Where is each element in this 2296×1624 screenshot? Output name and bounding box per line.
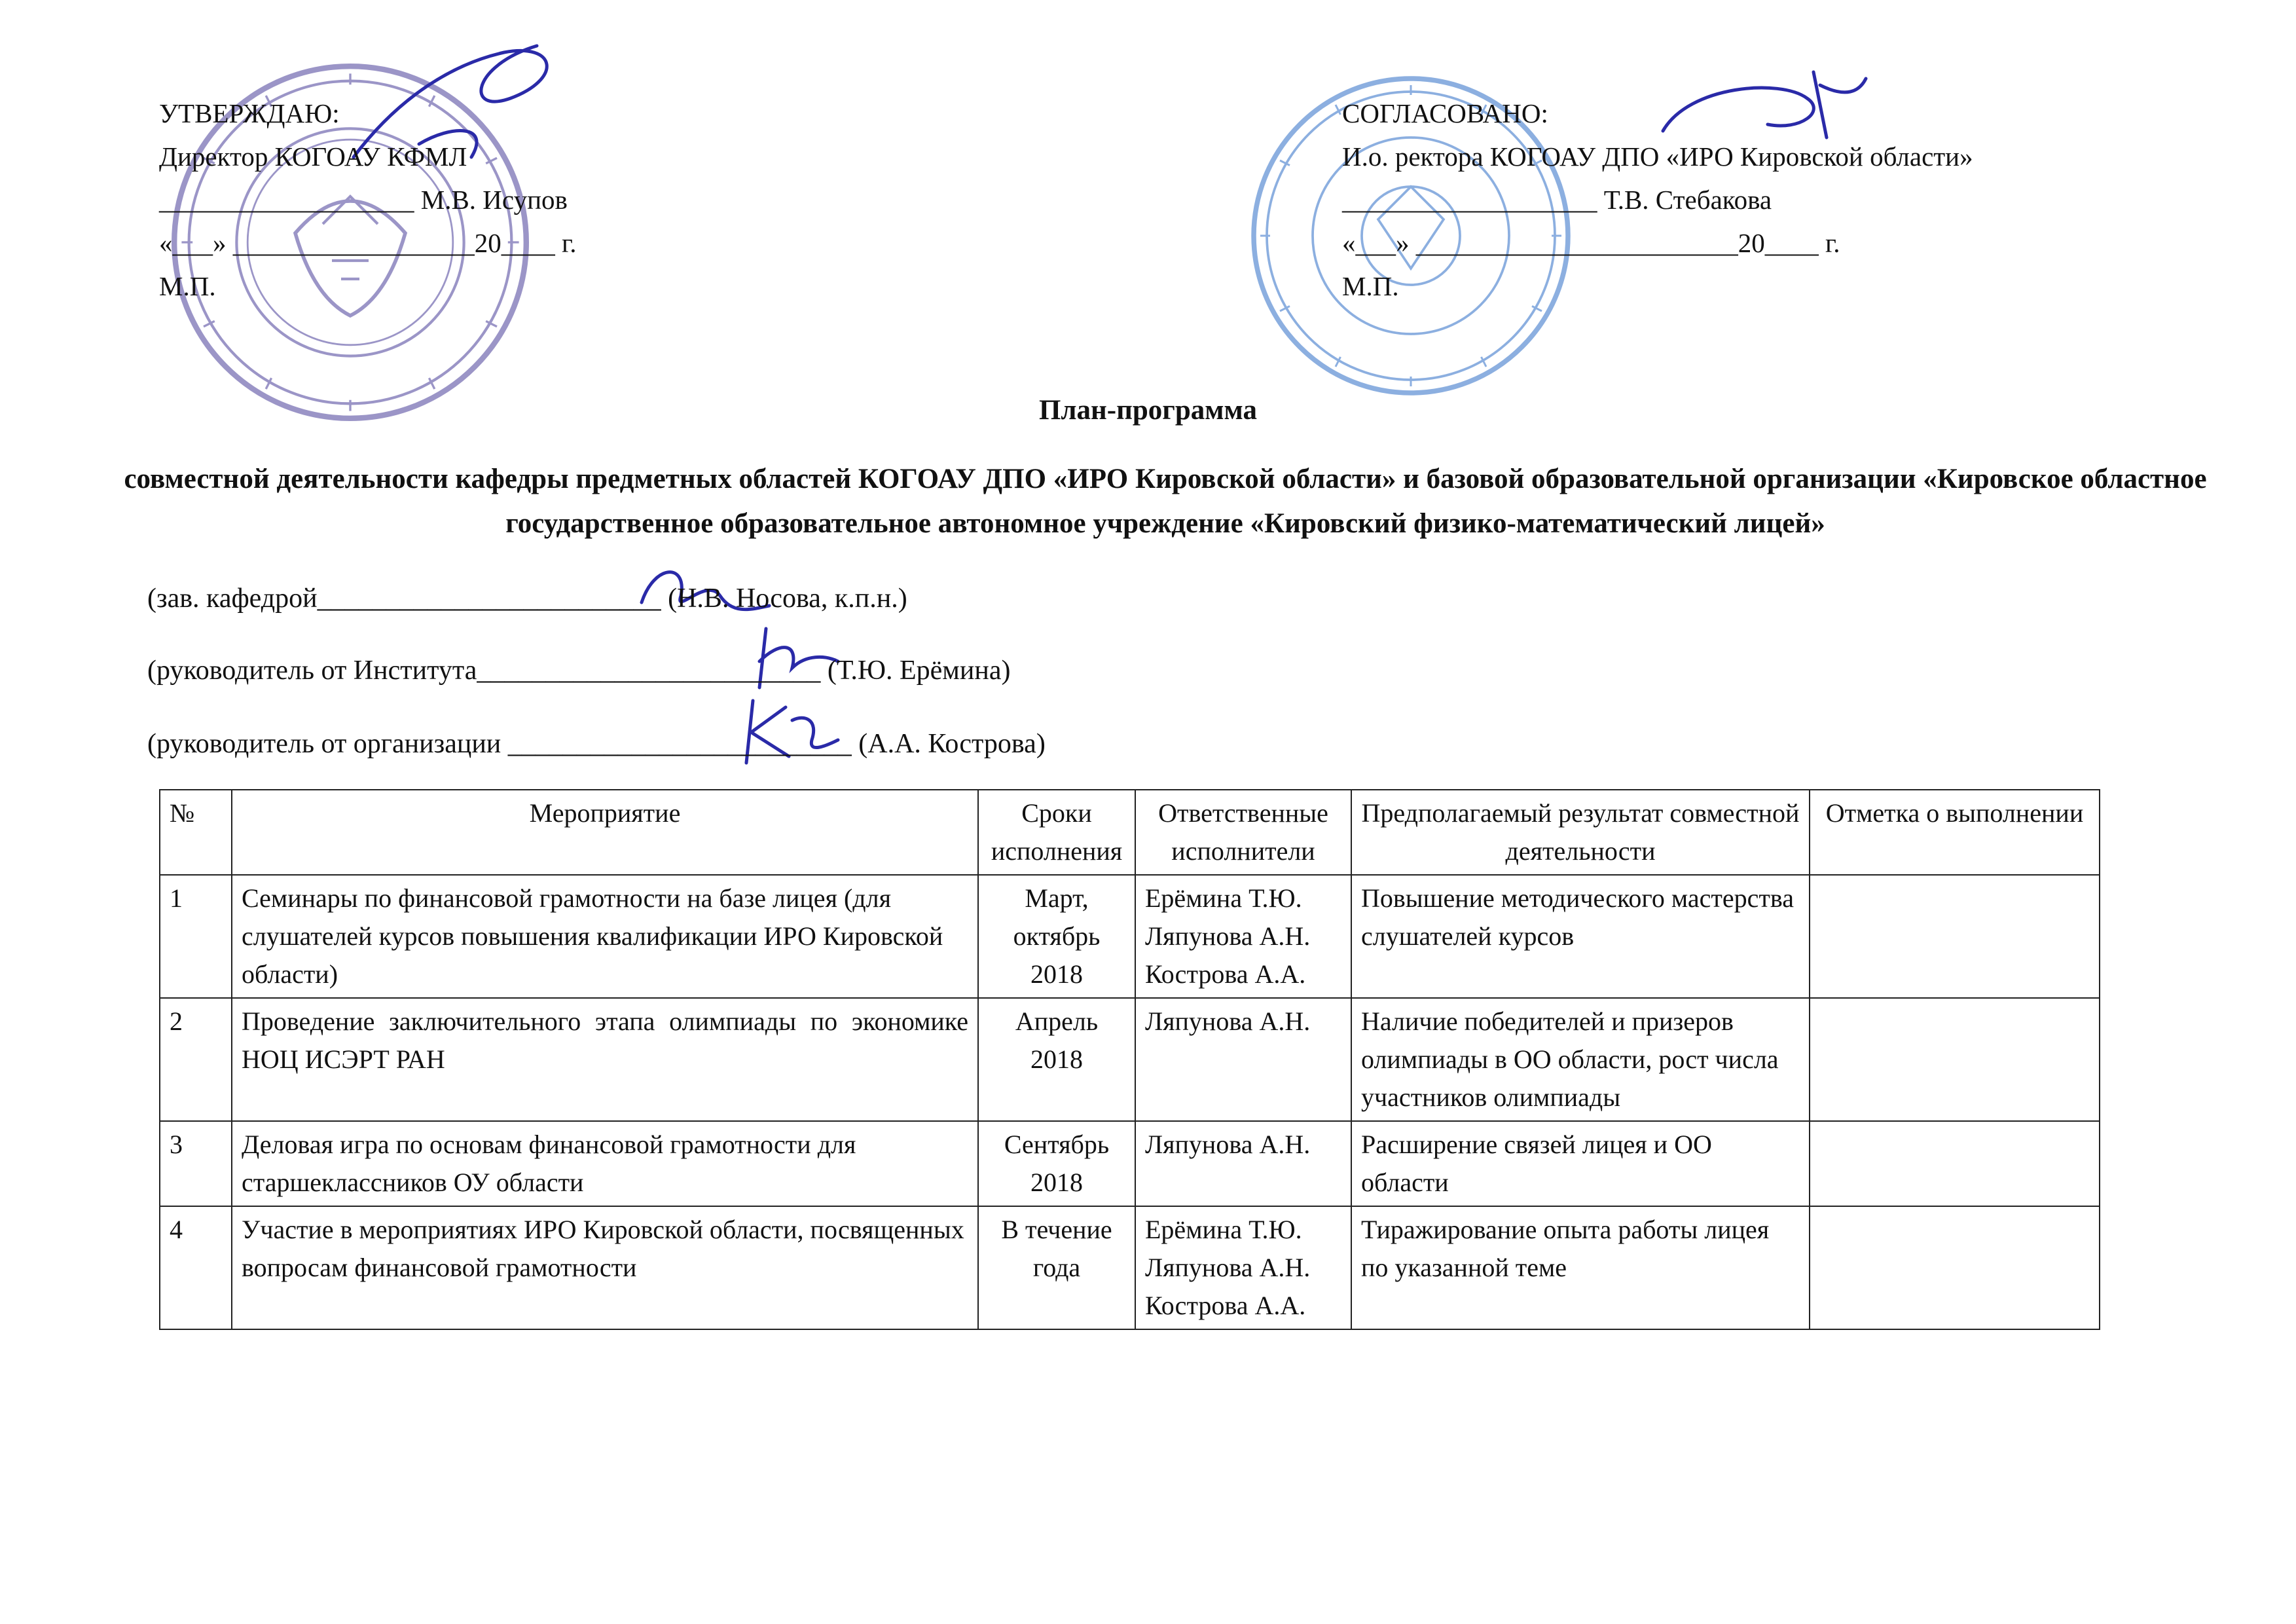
approval-right-position: И.о. ректора КОГОАУ ДПО «ИРО Кировской области»: [1342, 141, 1973, 172]
signature-line-head: (зав. кафедрой_________________________ (Н.В. Носова, к.п.н.): [147, 583, 907, 614]
approval-left-signature-line: ___________________ М.В. Исупов: [159, 185, 568, 215]
row-event: Проведение заключительного этапа олимпиады по экономике НОЦ ИСЭРТ РАН: [232, 998, 978, 1121]
row-dates: Март, октябрь 2018: [978, 875, 1135, 998]
approval-left-date-line: «___» __________________20____ г.: [159, 228, 577, 258]
row-event: Деловая игра по основам финансовой грамотности для старшеклассников ОУ области: [232, 1121, 978, 1206]
approval-left-seal-mark: М.П.: [159, 271, 216, 301]
row-event: Семинары по финансовой грамотности на базе лицея (для слушателей курсов повышения квалификации ИРО Кировской области): [232, 875, 978, 998]
table-row: [160, 875, 2100, 998]
row-mark: [1810, 1206, 2100, 1329]
row-num: 3: [160, 1121, 232, 1206]
row-responsible: Ерёмина Т.Ю. Ляпунова А.Н. Кострова А.А.: [1135, 875, 1351, 998]
row-mark: [1810, 1121, 2100, 1206]
table-row: [160, 1121, 2100, 1206]
signature-line-organization: (руководитель от организации _________________________ (А.А. Кострова): [147, 729, 1046, 759]
document-subtitle: совместной деятельности кафедры предметных областей КОГОАУ ДПО «ИРО Кировской области» и базовой образовательной организации «Кировское областное государственное образовательное автономное учреждение «Кировский физико-математический лицей»: [124, 464, 2207, 539]
row-mark: [1810, 875, 2100, 998]
table-row: [160, 998, 2100, 1121]
row-responsible: Ляпунова А.Н.: [1135, 998, 1351, 1121]
row-dates: Апрель 2018: [978, 998, 1135, 1121]
row-result: Повышение методического мастерства слушателей курсов: [1351, 875, 1810, 998]
header-num: №: [160, 790, 232, 875]
approval-left-heading: УТВЕРЖДАЮ:: [159, 98, 340, 128]
table-row: [160, 1206, 2100, 1329]
row-num: 4: [160, 1206, 232, 1329]
row-result: Тиражирование опыта работы лицея по указанной теме: [1351, 1206, 1810, 1329]
approval-right-date-line: «___» ________________________20____ г.: [1342, 228, 1840, 258]
row-dates: Сентябрь 2018: [978, 1121, 1135, 1206]
approval-block-left: [159, 92, 576, 308]
approval-right-seal-mark: М.П.: [1342, 271, 1399, 301]
signature-line-institute: (руководитель от Института_________________________ (Т.Ю. Ерёмина): [147, 655, 1011, 686]
row-num: 1: [160, 875, 232, 998]
row-num: 2: [160, 998, 232, 1121]
approval-block-right: [1342, 92, 1973, 308]
approval-left-position: Директор КОГОАУ КФМЛ: [159, 141, 467, 172]
header-event: Мероприятие: [232, 790, 978, 875]
row-result: Наличие победителей и призеров олимпиады в ОО области, рост числа участников олимпиады: [1351, 998, 1810, 1121]
row-responsible: Ерёмина Т.Ю. Ляпунова А.Н. Кострова А.А.: [1135, 1206, 1351, 1329]
row-event: Участие в мероприятиях ИРО Кировской области, посвященных вопросам финансовой грамотности: [232, 1206, 978, 1329]
row-mark: [1810, 998, 2100, 1121]
row-dates: В течение года: [978, 1206, 1135, 1329]
header-result: Предполагаемый результат совместной деятельности: [1351, 790, 1810, 875]
approval-right-signature-line: ___________________ Т.В. Стебакова: [1342, 185, 1772, 215]
header-mark: Отметка о выполнении: [1810, 790, 2100, 875]
header-dates: Сроки исполнения: [978, 790, 1135, 875]
row-result: Расширение связей лицея и ОО области: [1351, 1121, 1810, 1206]
document-title: План-программа: [1038, 395, 1258, 426]
approval-right-heading: СОГЛАСОВАНО:: [1342, 98, 1548, 128]
plan-table: [159, 789, 2100, 1330]
row-responsible: Ляпунова А.Н.: [1135, 1121, 1351, 1206]
header-responsible: Ответственные исполнители: [1135, 790, 1351, 875]
table-header-row: [160, 790, 2100, 875]
